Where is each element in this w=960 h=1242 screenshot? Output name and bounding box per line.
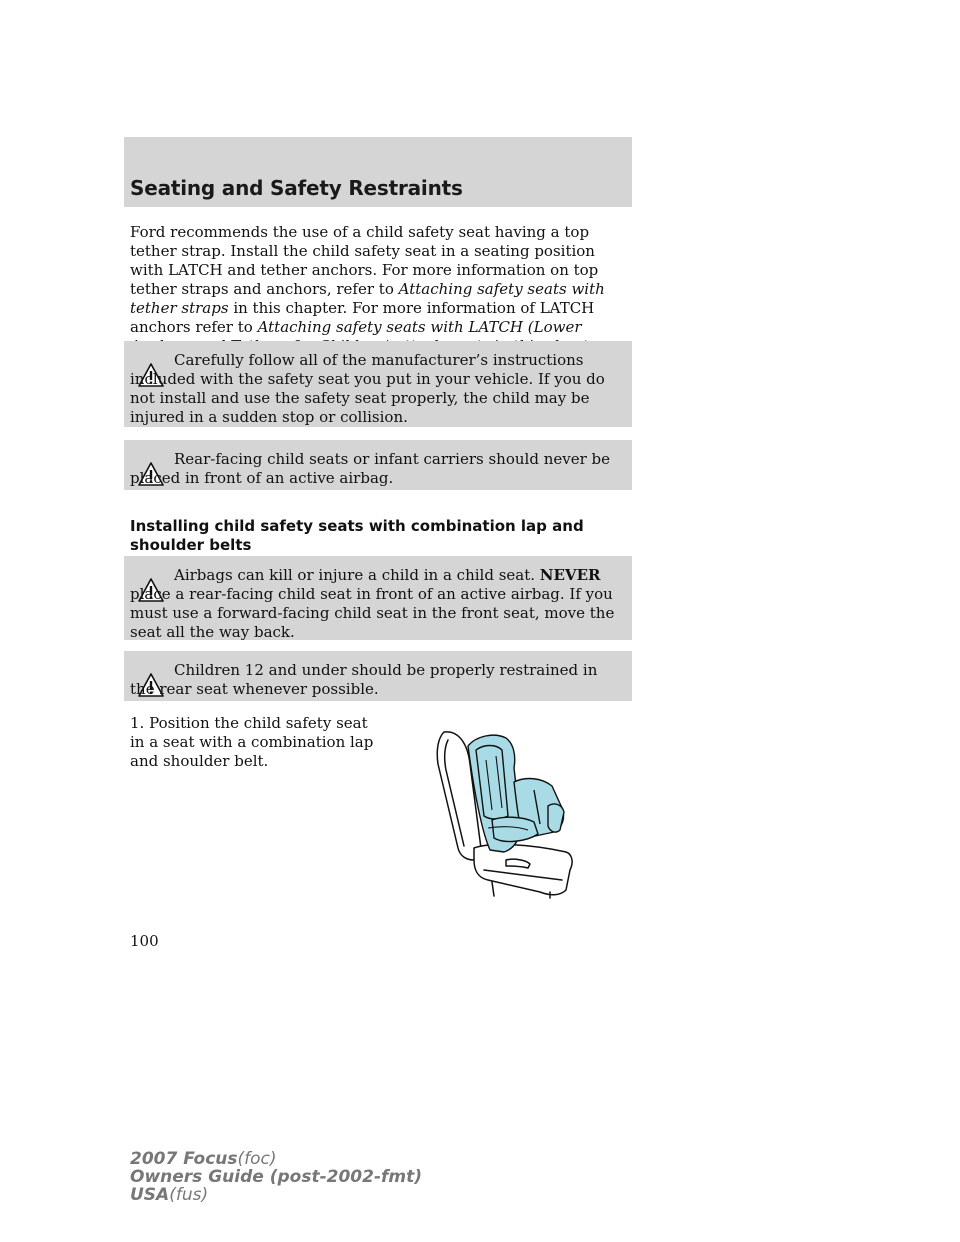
intro-text-1: Ford recommends the use of a child safety seat having a top tether strap. Install the child safety seat in a seating position with LATCH and tether anchors. For more information on top tether straps and anchors, refer to: [130, 223, 599, 298]
warning-text-2: Rear-facing child seats or infant carriers should never be placed in front of an active airbag.: [130, 450, 611, 487]
child-seat-illustration: [430, 720, 590, 900]
footer-market-code: (fus): [169, 1185, 209, 1205]
warning-box-2: [124, 440, 632, 490]
warning-text-3c: place a rear-facing child seat in front of an active airbag. If you must use a forward-facing child seat in the front seat, move the seat all the way back.: [130, 585, 615, 641]
footer-line-2: Owners Guide (post-2002-fmt): [130, 1167, 423, 1187]
footer-model-code: (foc): [237, 1149, 277, 1169]
warning-never-emphasis: NEVER: [539, 566, 601, 584]
intro-crossref-latch: Attaching safety seats with LATCH (Lower: [257, 318, 582, 336]
footer-line-1: [130, 1150, 422, 1168]
warning-text-3a: Airbags can kill or injure a child in a child seat.: [174, 566, 540, 584]
footer-market: USA: [130, 1185, 170, 1205]
subsection-heading: Installing child safety seats with combination lap and shoulder belts: [130, 517, 584, 554]
warning-text-3: [130, 566, 626, 642]
footer-model: 2007 Focus: [130, 1149, 238, 1169]
footer-line-3: [130, 1186, 422, 1204]
warning-text-4: Children 12 and under should be properly restrained in the rear seat whenever possible.: [130, 661, 598, 698]
section-title: Seating and Safety Restraints: [130, 176, 463, 200]
warning-box-1: [124, 341, 632, 427]
intro-paragraph: [130, 223, 630, 356]
warning-box-4: [124, 651, 632, 701]
warning-text-1: Carefully follow all of the manufacturer’s instructions included with the safety seat you put in your vehicle. If you do not install and use the safety seat properly, the child may be injured in a sudden stop or collision.: [130, 351, 605, 426]
page-number: 100: [130, 932, 159, 950]
warning-box-3: [124, 556, 632, 640]
intro-text-2: in this chapter. For more information of LATCH anchors refer to: [130, 299, 595, 336]
intro-crossref-tether: Attaching safety seats with tether straps: [130, 280, 605, 317]
document-footer: [130, 1150, 422, 1204]
step-1-text: 1. Position the child safety seat in a seat with a combination lap and shoulder belt.: [130, 714, 374, 770]
